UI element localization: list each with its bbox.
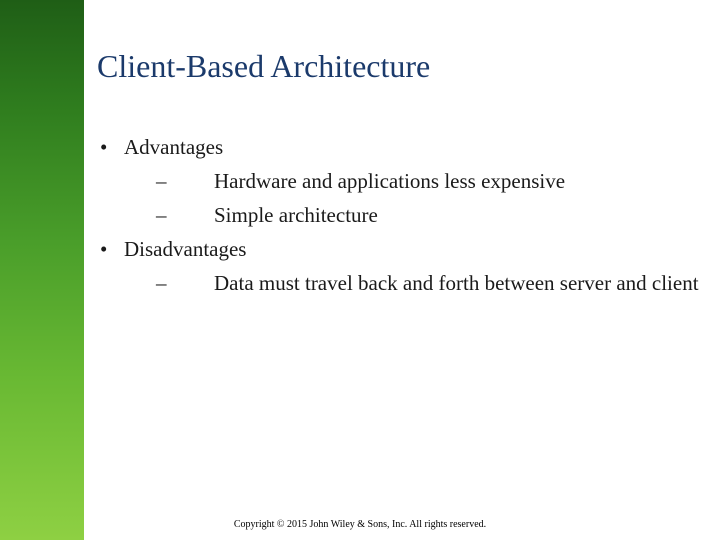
slide-body xyxy=(100,130,699,300)
bullet-icon: • xyxy=(100,237,108,261)
sub-bullet-text: Simple architecture xyxy=(214,203,378,227)
bullet-icon: • xyxy=(100,135,108,159)
sub-bullet-text: Data must travel back and forth between server and client xyxy=(214,271,699,295)
green-sidebar xyxy=(0,0,84,540)
dash-icon: – xyxy=(156,271,167,295)
bullet-label: Disadvantages xyxy=(124,237,247,261)
bullet-label: Advantages xyxy=(124,135,224,159)
copyright-footer: Copyright © 2015 John Wiley & Sons, Inc. All rights reserved. xyxy=(233,519,487,530)
sub-bullet xyxy=(100,198,680,232)
dash-icon: – xyxy=(156,169,167,193)
sub-bullet xyxy=(100,266,699,300)
dash-icon: – xyxy=(156,203,167,227)
sub-bullet xyxy=(100,164,680,198)
bullet-disadvantages xyxy=(100,232,680,266)
slide-title: Client-Based Architecture xyxy=(97,48,431,84)
sub-bullet-text: Hardware and applications less expensive xyxy=(214,169,566,193)
bullet-advantages xyxy=(100,130,680,164)
